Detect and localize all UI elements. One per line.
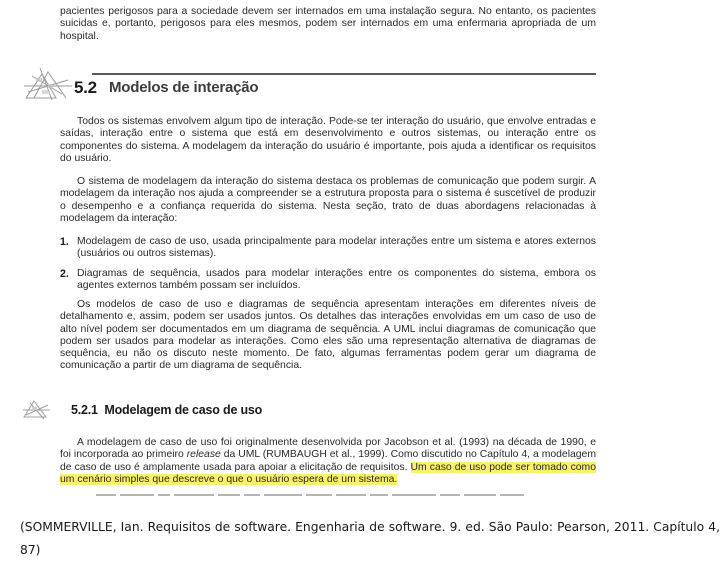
highlighted-sentence: Um caso de uso pode ser tomado como um cenário simples que descreve o que o usuário espera de um sistema.: [60, 461, 596, 485]
section-title: Modelos de interação: [109, 79, 259, 96]
subsection-ornament-icon: [22, 397, 52, 421]
paragraph-4-part1: A modelagem de caso de uso foi originalmente desenvolvida por Jacobson et al. (1993) na década de 1990, e foi incorporada ao primeiro: [60, 437, 596, 461]
paragraph-2: O sistema de modelagem da interação do sistema destaca os problemas de comunicação que podem surgir. A modelagem da interação nos ajuda a compreender se a estrutura proposta para o sistema é suscetível de produzir o desempenho e a confiança requerida do sistema. Nesta seção, trato de duas abordagens relacionadas à modelagem da interação:: [60, 176, 596, 224]
subsection-number: 5.2.1: [71, 403, 98, 417]
list-item-number: 2.: [60, 268, 69, 280]
paragraph-3: Os modelos de caso de uso e diagramas de sequência apresentam interações em diferentes níveis de detalhamento e, assim, podem ser usados juntos. Os detalhes das interações envolvidas em um caso de uso de alto nível podem ser documentados em um diagrama de sequência. A UML inclui diagramas de comunicação que podem ser usados para modelar as interações. Como eles são uma representação alternativa de diagramas de sequência, eu não os discuto neste momento. De fato, algumas ferramentas podem gerar um diagrama de comunicação a partir de um diagrama de sequência.: [60, 299, 596, 372]
subsection-heading: [71, 403, 262, 417]
subsection-title: Modelagem de caso de uso: [104, 403, 263, 417]
paragraph-1: Todos os sistemas envolvem algum tipo de interação. Pode-se ter interação do usuário, que envolve entradas e saídas, interação entre o sistema que está em desenvolvimento e outros sistemas, ou interação entre os componentes do sistema. A modelagem da interação do usuário é importante, pois ajuda a identificar os requisitos do usuário.: [60, 116, 596, 164]
paragraph-4: [60, 437, 596, 486]
list-item-text: Modelagem de caso de uso, usada principalmente para modelar interações entre um sistema e atores externos (usuários ou outros sistemas).: [77, 236, 596, 260]
cut-off-text-line: [96, 494, 566, 496]
top-paragraph: pacientes perigosos para a sociedade devem ser internados em uma instalação segura. No entanto, os pacientes suicidas e, portanto, perigosos para eles mesmos, podem ser internados em uma enfermaria apropriada de um hospital.: [60, 6, 596, 42]
list-item-text: Diagramas de sequência, usados para modelar interações entre os componentes do sistema, embora os agentes externos também possam ser incluídos.: [77, 268, 596, 292]
paragraph-4-part2: da UML (RUMBAUGH et al., 1999). Como discutido no Capítulo 4, a modelagem de caso de uso é amplamente usada para apoiar a elicitação de requisitos.: [60, 449, 596, 473]
paragraph-4-italic: release: [186, 449, 221, 461]
citation: (SOMMERVILLE, Ian. Requisitos de software. Engenharia de software. 9. ed. São Paulo: Pearson, 2011. Capítulo 4, 87): [20, 520, 720, 557]
section-ornament-icon: [22, 64, 76, 102]
section-number: 5.2: [74, 78, 97, 97]
section-rule: [92, 73, 596, 75]
list-item-number: 1.: [60, 236, 69, 248]
